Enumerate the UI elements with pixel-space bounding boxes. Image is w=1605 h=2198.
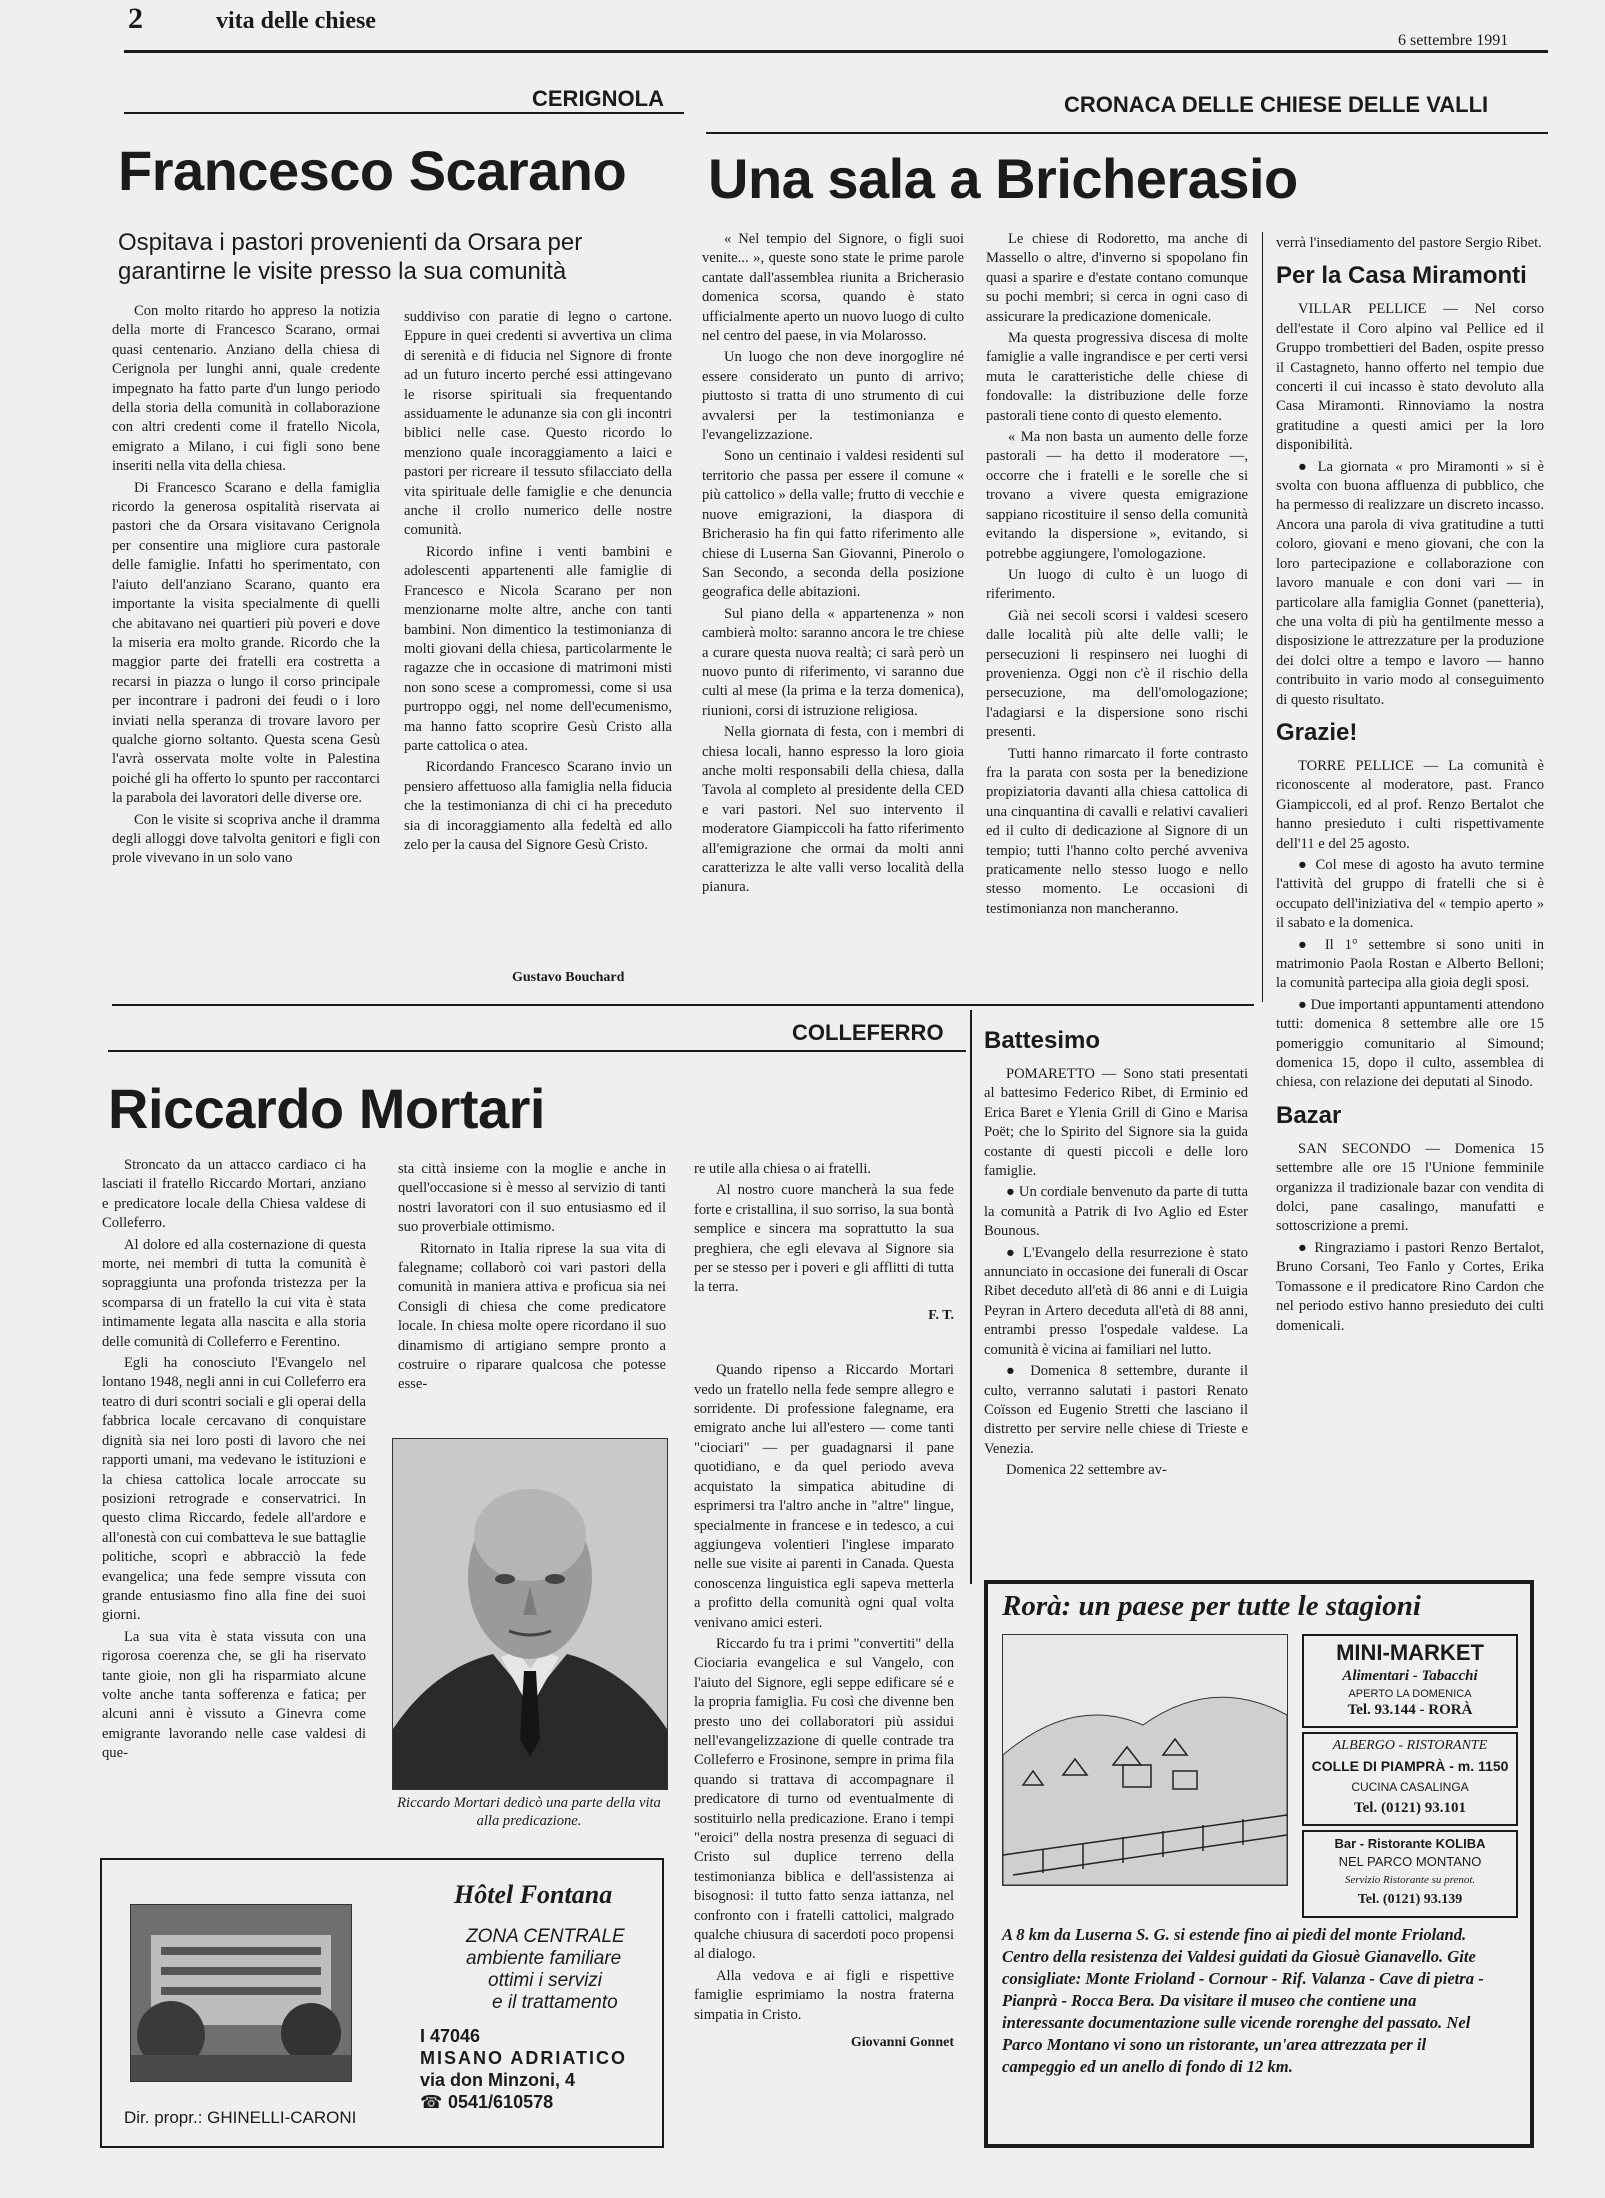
village-drawing — [1003, 1635, 1287, 1885]
hotel-owner: Dir. propr.: GHINELLI-CARONI — [124, 2108, 357, 2127]
koliba-tel: Tel. (0121) 93.139 — [1357, 1892, 1463, 1907]
page-number: 2 — [128, 2, 143, 35]
paragraph: POMARETTO — Sono stati presentati al battesimo Federico Ribet, di Erminio ed Erica Baret e Ylenia Grill di Gino e Marisa Poët; che lo Spirito del Signore sia la guida costante di questi piccoli e delle loro famiglie. — [984, 1066, 1248, 1180]
heading-bazar: Bazar — [1276, 1101, 1342, 1129]
ad-rora — [984, 1580, 1534, 2148]
paragraph: ● L'Evangelo della resurrezione è stato annunciato in occasione dei funerali di Oscar Ribet deceduto all'età di 86 anni e di Luigia Peyran in Artero deceduta all'età di 88 anni, entrambi presso l'ospedale valdese. La comunità è vicina ai familiari nel lutto. — [984, 1244, 1248, 1358]
paragraph: Al dolore ed alla costernazione di questa morte, nei membri di tutta la comunità è sopraggiunta una profonda tristezza per la scomparsa di un fratello la cui vita è stata intimamente legata alla nascita e alla storia delle comunità di Colleferro e Ferentino. — [102, 1236, 366, 1350]
paragraph: Stroncato da un attacco cardiaco ci ha lasciati il fratello Riccardo Mortari, anziano e predicatore locale della Chiesa valdese di Colleferro. — [102, 1157, 366, 1232]
paragraph: Domenica 22 settembre av- — [1006, 1462, 1167, 1479]
scarano-subtitle: Ospitava i pastori provenienti da Orsara per garantirne le visite presso la sua comunità — [118, 229, 583, 285]
paragraph: TORRE PELLICE — La comunità è riconoscente al moderatore, past. Franco Giampiccoli, ed al prof. Renzo Bertalot che hanno presieduto i culti rispettivamente dell'11 e del 25 agosto. — [1276, 757, 1544, 852]
paragraph: Di Francesco Scarano e della famiglia ricordo la generosa ospitalità riservata ai pastori che da Orsara visitavano Cerignola per consentire una migliore cura pastorale delle famiglie. Infatti ho sperimentato, con l'aiuto dell'anziano Scarano, quanto era importante la visita specialmente di quelli che abitavano nei quartieri più poveri e dove la miseria era molto grande. Ricordo che la maggior parte dei fratelli era costretta a recarsi in piazza o lungo il corso principale per incontrare i padroni dei feudi o i loro inviati nella speranza di trovare lavoro per qualche giorno soltanto. Questa scena Gesù l'avrà osservata molte volte in Palestina poiché gli ha offerto lo spunto per raccontarci la parabola dei lavoratori delle diverse ore. — [112, 479, 380, 807]
paragraph: « Nel tempio del Signore, o figli suoi venite... », queste sono state le prime parole cantate dall'assemblea riunita a Bricherasio domenica scorsa, quando è stato ufficialmente aperto un nuovo luogo di culto nel centro del paese, in via Molarosso. — [702, 231, 964, 345]
paragraph: Ritornato in Italia riprese la sua vita di falegname; collaborò coi vari pastori della comunità in maniera attiva e proficua sia nei Consigli di chiesa che come predicatore locale. In chiesa molte opere ricordano il suo dinamismo di artigiano sempre pronto a costruire o riparare qualcosa che potesse esse- — [398, 1240, 666, 1393]
colleferro-rule — [970, 1010, 972, 1584]
ad-hotel-fontana — [100, 1858, 664, 2148]
issue-date: 6 settembre 1991 — [1398, 32, 1509, 49]
paragraph: Un luogo che non deve inorgoglire né essere considerato un punto di arrivo; piuttosto si tratta di uno strumento di cui avvalersi per la testimonianza e l'evangelizzazione. — [702, 349, 964, 444]
paragraph: ● Il 1° settembre si sono uniti in matrimonio Paola Rostan e Alberto Belloni; la comunità partecipa alla gioia degli sposi. — [1276, 936, 1544, 992]
minimarket-sub: Alimentari - Tabacchi — [1342, 1668, 1478, 1684]
koliba-place: NEL PARCO MONTANO — [1338, 1854, 1482, 1869]
column-rule — [1262, 232, 1263, 1002]
hotel-line: ottimi i servizi — [488, 1970, 603, 1991]
hotel-illustration — [131, 1905, 351, 2081]
paragraph: « Ma non basta un aumento delle forze pastorali — ha detto il moderatore —, occorre che i fratelli e le sorelle che si trovano a vivere questa emigrazione sappiano ricostituire il senso della comunità evitando la dispersione », evitando, si potrebbe aggiungere, l'omologazione. — [986, 429, 1248, 562]
minimarket-tel: Tel. 93.144 - RORÀ — [1347, 1702, 1473, 1718]
mortari-column-1 — [102, 1156, 366, 1846]
paragraph: Sul piano della « appartenenza » non cambierà molto: saranno ancora le tre chiese a curare questa nuova realtà; ci sarà però un nuovo punto di riferimento, vi saranno due culti al mese (la prima e la terza domenica), riunioni, corsi di istruzione religiosa. — [702, 605, 964, 719]
paragraph: re utile alla chiesa o ai fratelli. — [694, 1161, 872, 1177]
publication-name: vita delle chiese — [216, 8, 376, 34]
hotel-phone: 0541/610578 — [448, 2092, 554, 2112]
headline-mortari: Riccardo Mortari — [108, 1077, 545, 1140]
mortari-column-3 — [694, 1160, 954, 2051]
hotel-line: e il trattamento — [492, 1992, 618, 2013]
paragraph: sta città insieme con la moglie e anche in quell'occasione si è messo al servizio di tanti nostri lavoratori con il suo entusiasmo ed il suo proverbiale ottimismo. — [398, 1161, 666, 1236]
rora-title: Rorà: un paese per tutte le stagioni — [1002, 1590, 1421, 1622]
hotel-cap: I 47046 — [420, 2026, 481, 2046]
portrait-illustration — [393, 1439, 667, 1789]
minimarket-name: MINI-MARKET — [1336, 1640, 1484, 1665]
heading-grazie: Grazie! — [1276, 718, 1358, 746]
koliba-sub: Servizio Ristorante su prenot. — [1344, 1874, 1476, 1886]
albergo-sub: CUCINA CASALINGA — [1351, 1780, 1469, 1794]
paragraph: Con molto ritardo ho appreso la notizia della morte di Francesco Scarano, ormai quasi centenario. Anziano della chiesa di Cerignola per lunghi anni, quale credente impegnato ha fatto parte d'un lungo periodo della storia della comunità in collaborazione con altri credenti come il fratello Nicola, emigrato a Milano, i cui figli sono bene inseriti nella vita della chiesa. — [112, 303, 380, 475]
paragraph: Egli ha conosciuto l'Evangelo nel lontano 1948, negli anni in cui Colleferro era teatro di duri scontri sociali e gli operai della fabbrica locale cercavano di conquistare dignità sia nei loro posti di lavoro che nei rapporti umani, ma vedevano le istituzioni e la chiesa cattolica locale arroccate su posizioni retrograde e conservatrici. In questo clima Riccardo, fedele all'ardore e all'onestà con cui combatteva le sue battaglie politiche, scoprì e abbracciò la fede evangelica; una fede sempre vissuta con grande entusiasmo fino alla fine dei suoi giorni. — [102, 1355, 366, 1624]
section-rule-right — [706, 132, 1548, 134]
rora-illustration — [1002, 1634, 1288, 1886]
paragraph: verrà l'insediamento del pastore Sergio Ribet. — [1276, 235, 1542, 251]
paragraph: Ricordo infine i venti bambini e adolescenti appartenenti alle famiglie di Francesco e Nicola Scarano per non menzionarne molte altre, anche con tanti bambini. Non dimentico la testimonianza di molti giovani della chiesa, particolarmente le ragazze che in occasione di matrimoni misti non sono scese a compromessi, come si usa purtroppo oggi, nel nome dell'ecumenismo, ma hanno fatto scoprire Gesù Cristo alla parte cattolica o atea. — [404, 543, 672, 754]
section-cronaca: CRONACA DELLE CHIESE DELLE VALLI — [1064, 92, 1489, 117]
paragraph: SAN SECONDO — Domenica 15 settembre alle ore 15 l'Unione femminile organizza il tradizionale bazar con vendita di dolci, pane casalingo, manufatti e sottoscrizione a premi. — [1276, 1140, 1544, 1235]
paragraph: Tutti hanno rimarcato il forte contrasto fra la parata con sosta per la benedizione propiziatoria davanti alla chiesa cattolica di una cinquantina di cavalli e relativi cavalieri ed il culto di dedicazione al Signore di un tempio; tutti l'hanno colto perché avveniva praticamente nello stesso luogo e nello stesso momento. Le occasioni di testimonianza non mancheranno. — [986, 745, 1248, 917]
section-rule-left — [124, 112, 684, 114]
paragraph: Con le visite si scopriva anche il dramma degli alloggi dove talvolta genitori e figli con prole vivevano in un solo vano — [112, 811, 380, 867]
signature: F. T. — [928, 1307, 954, 1323]
albergo-name: ALBERGO - RISTORANTE — [1332, 1738, 1488, 1753]
paragraph: ● Ringraziamo i pastori Renzo Bertalot, Bruno Corsani, Teo Fanlo y Cortes, Erika Tomassone e il predicatore Rino Cardon che nel periodo estivo hanno presieduto dei culti domenicali. — [1276, 1239, 1544, 1334]
portrait-photo — [392, 1438, 668, 1790]
koliba-name: Bar - Ristorante KOLIBA — [1334, 1836, 1486, 1851]
hotel-street: via don Minzoni, 4 — [420, 2070, 576, 2090]
scarano-signature: Gustavo Bouchard — [512, 970, 625, 985]
scarano-column-1 — [112, 302, 380, 992]
paragraph: Ma questa progressiva discesa di molte famiglie a valle ingrandisce e per certi versi muta le caratteristiche delle chiese di fondovalle: la distribuzione delle forze pastorali tiene conto di questo elemento. — [986, 330, 1248, 424]
paragraph: ● Col mese di agosto ha avuto termine l'attività del gruppo di fratelli che si è occupato dell'iniziativa del « tempio aperto » il sabato e la domenica. — [1276, 856, 1544, 932]
headline-bricherasio: Una sala a Bricherasio — [708, 147, 1298, 210]
section-cerignola: CERIGNOLA — [532, 86, 664, 111]
rora-description: A 8 km da Luserna S. G. si estende fino ai piedi del monte Frioland. Centro della resistenza dei Valdesi guidati da Giosuè Gianavello. Gite consigliate: Monte Frioland - Cornour - Rif. Valanza - Cave di pietra - Pianprà - Rocca Bera. Da visitare il museo che contiene una interessante documentazione sulle vicende rorenghe del passato. Nel Parco Montano vi sono un ristorante, un'area attrezzata per il campeggio ed un anello di fondo di 12 km. — [1002, 1925, 1484, 2076]
section-rule-colleferro — [108, 1050, 966, 1052]
paragraph: Riccardo fu tra i primi "convertiti" della Ciociaria evangelica e sul Vangelo, con l'aiuto del Signore, egli seppe edificare sé e la propria famiglia. Fu così che divenne ben presto uno dei collaboratori più assidui nell'evangelizzazione di quelle contrade tra Colleferro e Frosinone, sempre in prima fila quando si trattava di accompagnare il predicatore di turno od eventualmente di sostituirlo nella predicazione. Erano i tempi "eroici" della nostra presenza di seguaci di Cristo sul duplice terreno della testimonianza biblica e dell'assistenza ai bisognosi: il tutto fatto senza iattanza, nel confronto con i fratelli cattolici, malgrado qualche chiusura di sacerdoti poco propensi al dialogo. — [694, 1635, 954, 1963]
paragraph: La sua vita è stata vissuta con una rigorosa coerenza che, se gli ha riservato tante gioie, non gli ha risparmiato alcune volte anche tanta sofferenza e fatica; per alcuni anni è vissuto a Ginevra come emigrante lavorando nelle case valdesi di que- — [102, 1628, 366, 1762]
paragraph: Alla vedova e ai figli e rispettive famiglie esprimiamo la nostra fraterna simpatia in Cristo. — [694, 1967, 954, 2023]
hotel-photo — [130, 1904, 352, 2082]
bricherasio-column-1 — [702, 230, 964, 992]
paragraph: VILLAR PELLICE — Nel corso dell'estate il Coro alpino val Pellice ed il Gruppo trombettieri del Baden, ospite presso il Castagneto, hanno offerto nel tempio due concerti il cui incasso è stato devoluto alla Casa Miramonti. Rinnoviamo la nostra gratitudine a questi amici per la loro disponibilità. — [1276, 301, 1544, 454]
paragraph: Al nostro cuore mancherà la sua fede forte e cristallina, il suo sorriso, la sua bontà semplice e sincera ma soprattutto la sua preghiera, che egli elevava al Signore sia per se stesso per i poveri e gli afflitti di tutta la terra. — [694, 1182, 954, 1296]
hotel-name: Hôtel Fontana — [454, 1880, 613, 1909]
hotel-line: ZONA CENTRALE — [466, 1926, 625, 1947]
paragraph: Un luogo di culto è un luogo di riferimento. — [986, 566, 1248, 603]
bricherasio-column-2 — [986, 230, 1248, 1000]
paragraph: Le chiese di Rodoretto, ma anche di Massello o altre, d'inverno si spopolano fin quasi a sparire e d'estate contano comunque su pochi membri; si cerca in ogni caso di assicurare la predicazione domenicale. — [986, 231, 1248, 325]
albergo-place: COLLE DI PIAMPRÀ - m. 1150 — [1311, 1758, 1509, 1774]
paragraph: Già nei secoli scorsi i valdesi scesero dalle località più alte delle valli; le persecuzioni li respinsero nei luoghi di provenienza. Oggi non c'è il rischio della persecuzione, ma dell'omologazione; l'adagiarsi e la dispersione sono rischi presenti. — [986, 607, 1248, 741]
heading-battesimo: Battesimo — [984, 1027, 1101, 1054]
scarano-column-2 — [404, 308, 672, 956]
headline-scarano: Francesco Scarano — [118, 139, 627, 202]
hotel-line: ambiente familiare — [466, 1948, 622, 1969]
section-colleferro: COLLEFERRO — [792, 1020, 944, 1045]
paragraph: Nella giornata di festa, con i membri di chiesa locali, hanno espresso la loro gioia anche molti responsabili della chiesa, dalla Tavola al completo al presidente della CED e vari pastori. Nel suo intervento il moderatore Giampiccoli ha fatto riferimento all'emigrazione che ormai da molti anni caratterizza le alte valli verso località della pianura. — [702, 724, 964, 896]
paragraph: Quando ripenso a Riccardo Mortari vedo un fratello nella fede sempre allegro e sorridente. Di professione falegname, era emigrato anche lui all'estero — come tanti "ciociari" — per guadagnarsi il pane quotidiano, e da quel periodo aveva acquistato la simpatica abitudine di esprimersi tra l'altro anche in "altre" lingue, specialmente in francese e in tedesco, a cui aggiungeva volentieri l'inglese imparato nelle sue visite ai parenti in Canada. Questa conoscenza linguistica egli sapeva metterla a profitto della comunità ogni qual volta venivano amici esteri. — [694, 1362, 954, 1631]
minimarket-hours: APERTO LA DOMENICA — [1348, 1688, 1472, 1700]
middle-rule — [112, 1004, 1254, 1006]
paragraph: Ricordando Francesco Scarano invio un pensiero affettuoso alla famiglia nella fiducia che la testimonianza di chi ci ha preceduto sia di incoraggiamento alla fedeltà ed allo zelo per la causa del Signore Gesù Cristo. — [404, 759, 672, 853]
signature: Giovanni Gonnet — [850, 2035, 954, 2051]
ad-minimarket — [1302, 1634, 1518, 1728]
paragraph: ● Domenica 8 settembre, durante il culto, verranno salutati i pastori Renato Coïsson ed Eugenio Stretti che lasciano il distretto per servire nelle chiese di Trieste e Venezia. — [984, 1363, 1248, 1457]
paragraph: ● La giornata « pro Miramonti » si è svolta con buona affluenza di pubblico, che ha permesso di realizzare un discreto incasso. Ancora una parola di viva gratitudine a tutti coloro, giovani e meno giovani, che con la loro partecipazione e collaborazione con lavoro manuale e con doni vari — in particolare alla famiglia Gonnet (panetteria), che una volta di più ha gentilmente messo a disposizione le attrezzature per la produzione dei dolci oltre a tempo e lavoro — hanno contribuito in vario modo al conseguimento di questo risultato. — [1276, 458, 1544, 708]
hotel-city: MISANO ADRIATICO — [420, 2048, 627, 2068]
paragraph: ● Un cordiale benvenuto da parte di tutta la comunità a Patrik di Ivo Aglio ed Ester Bounous. — [984, 1184, 1248, 1240]
heading-miramonti: Per la Casa Miramonti — [1276, 262, 1527, 290]
ad-albergo — [1302, 1732, 1518, 1826]
albergo-tel: Tel. (0121) 93.101 — [1354, 1800, 1466, 1816]
photo-caption: Riccardo Mortari dedicò una parte della vita alla predicazione. — [397, 1795, 661, 1829]
paragraph: Sono un centinaio i valdesi residenti sul territorio che passa per essere il comune « più cattolico » della valle; frutto di vecchie e nuove emigrazioni, la diaspora di Bricherasio ha fin qui fatto riferimento alle chiese di Luserna San Giovanni, Pinerolo o San Secondo, a seconda della posizione geografica delle abitazioni. — [702, 448, 964, 601]
ad-koliba — [1302, 1830, 1518, 1918]
paragraph: ● Due importanti appuntamenti attendono tutti: domenica 8 settembre alle ore 15 pomeriggio comunitario al Simound; domenica 15, dopo il culto, assemblea di chiesa, con relazione dei deputati al Sinodo. — [1276, 996, 1544, 1091]
right-column — [1276, 234, 1544, 1564]
paragraph: suddiviso con paratie di legno o cartone. Eppure in quei credenti si avvertiva un clima di serenità e di fiducia nel Signore di fronte ad un futuro incerto perché essi attingevano le risorse spirituali sia frequentando assiduamente le adunanze sia con gli incontri biblici nelle case. Questo ricordo lo menziono quale incoraggiamento a laici e pastori per ricreare il tessuto sfilacciato della vita spirituale delle famiglie e che denuncia anche il crollo numerico delle nostre comunità. — [404, 309, 672, 539]
mortari-column-2 — [398, 1160, 666, 1432]
battesimo-column — [984, 1026, 1248, 1572]
phone-icon: ☎ — [420, 2092, 443, 2112]
header-rule — [124, 50, 1548, 53]
